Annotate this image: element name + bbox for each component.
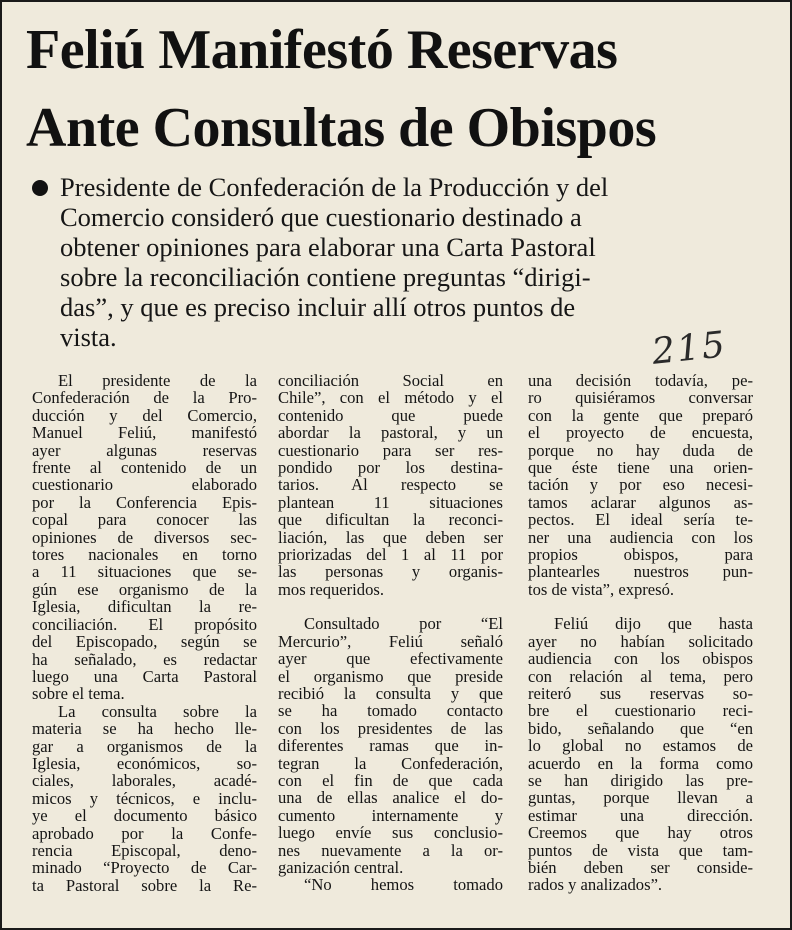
text-line: minado “Proyecto de Car- (32, 858, 257, 878)
text-line: sobre el tema. (32, 684, 125, 704)
deck-line: vista. (60, 322, 117, 352)
text-line: gar a organismos de la (32, 736, 257, 756)
paragraph-gap (278, 598, 503, 615)
text-line: ayer algunas reservas (32, 440, 257, 460)
text-line: frente al contenido de un (32, 458, 257, 478)
text-line: conciliación. El propósito (32, 614, 257, 634)
text-line: que dificultan la reconci- (278, 510, 503, 530)
text-line: el organismo que preside (278, 666, 503, 686)
text-line: plantean 11 situaciones (278, 492, 503, 512)
text-line: audiencia con los obispos (528, 649, 753, 669)
text-line: tos de vista”, expresó. (528, 579, 675, 599)
text-line: nes nuevamente a la or- (278, 840, 503, 860)
text-line: pondido por los destina- (278, 458, 503, 478)
text-line: tación y por eso necesi- (528, 475, 753, 495)
deck-line: sobre la reconciliación contiene preguntas “dirigi- (60, 262, 591, 292)
text-line: rados y analizados”. (528, 875, 663, 895)
deck-line: Presidente de Confederación de la Producción y del (60, 172, 609, 202)
text-line: tamos aclarar algunos as- (528, 492, 753, 512)
text-line: Manuel Feliú, manifestó (32, 423, 257, 443)
text-line: ganización central. (278, 857, 404, 877)
text-line: acuerdo en la forma como (528, 753, 753, 773)
text-line: tarios. Al respecto se (278, 475, 503, 495)
text-line: estimar una dirección. (528, 805, 753, 825)
text-line: ner una audiencia con los (528, 527, 753, 547)
text-line: cumento internamente y (278, 805, 503, 825)
text-line: bido, señalando que “en (528, 718, 753, 738)
text-line: lo global no estamos de (528, 736, 753, 756)
deck-line: obtener opiniones para elaborar una Carta Pastoral (60, 232, 596, 262)
text-line: Creemos que hay otros (528, 823, 753, 843)
text-line: cuestionario elaborado (32, 475, 257, 495)
article-column-1 (32, 372, 257, 894)
text-line: gún ese organismo de la (32, 579, 257, 599)
text-line: bre el cuestionario reci- (528, 701, 753, 721)
text-line: con la gente que preparó (528, 405, 753, 425)
headline-line-2: Ante Consultas de Obispos (26, 97, 657, 159)
headline-line-1: Feliú Manifestó Reservas (26, 19, 618, 81)
text-line: por la Conferencia Epis- (32, 492, 257, 512)
text-line: diferentes ramas que in- (278, 736, 503, 756)
text-line: una decisión todavía, pe- (528, 371, 753, 390)
text-line: puntos de vista que tam- (528, 840, 753, 860)
text-line: Chile”, con el método y el (278, 388, 503, 408)
text-line: con el fin de que cada (278, 770, 503, 790)
text-line: luego una Carta Pastoral (32, 666, 257, 686)
text-line: ha señalado, es redactar (32, 649, 257, 669)
text-line: Consultado por “El (304, 614, 503, 634)
text-line: ye el documento básico (32, 806, 257, 826)
text-line: conciliación Social en (278, 371, 503, 390)
text-line: las personas y organis- (278, 562, 503, 582)
text-line: liación, las que deben ser (278, 527, 503, 547)
text-line: se han dirigido las pre- (528, 770, 753, 790)
text-line: a 11 situaciones que se- (32, 562, 257, 582)
text-line: plantearles nuestros pun- (528, 562, 753, 582)
text-line: copal para conocer las (32, 510, 257, 530)
text-line: rencia Episcopal, deno- (32, 840, 257, 860)
text-line: aprobado por la Confe- (32, 823, 257, 843)
article-body (32, 372, 767, 912)
text-line: materia se ha hecho lle- (32, 719, 257, 739)
text-line: el proyecto de encuesta, (528, 423, 753, 443)
text-line: ayer que efectivamente (278, 649, 503, 669)
text-line: ciales, laborales, acadé- (32, 771, 257, 791)
text-line: del Episcopado, según se (32, 632, 257, 652)
paragraph-gap (528, 598, 753, 615)
handwritten-annotation: 215 (650, 324, 729, 373)
text-line: tegran la Confederación, (278, 753, 503, 773)
article-column-2 (278, 372, 503, 894)
text-line: ro quisiéramos conversar (528, 388, 753, 408)
text-line: El presidente de la (58, 371, 257, 390)
text-line: Iglesia, dificultan la re- (32, 597, 257, 617)
text-line: recibió la consulta y que (278, 683, 503, 703)
deck-summary (32, 172, 762, 352)
text-line: ducción y del Comercio, (32, 405, 257, 425)
text-line: priorizadas del 1 al 11 por (278, 545, 503, 565)
text-line: La consulta sobre la (58, 701, 257, 721)
text-line: ta Pastoral sobre la Re- (32, 875, 257, 895)
text-line: micos y técnicos, e inclu- (32, 788, 257, 808)
text-line: tores nacionales en torno (32, 545, 257, 565)
text-line: con relación al tema, pero (528, 666, 753, 686)
text-line: Mercurio”, Feliú señaló (278, 631, 503, 651)
text-line: una de ellas analice el do- (278, 788, 503, 808)
article-column-3 (528, 372, 753, 894)
text-line: que éste tiene una orien- (528, 458, 753, 478)
text-line: bién deben ser conside- (528, 857, 753, 877)
text-line: abordar la pastoral, y un (278, 423, 503, 443)
deck-line: Comercio consideró que cuestionario destinado a (60, 202, 582, 232)
deck-line: das”, y que es preciso incluir allí otros puntos de (60, 292, 576, 322)
text-line: guntas, porque llevan a (528, 788, 753, 808)
text-line: pectos. El ideal sería te- (528, 510, 753, 530)
text-line: mos requeridos. (278, 579, 384, 599)
text-line: propios obispos, para (528, 545, 753, 565)
text-line: Feliú dijo que hasta (554, 614, 753, 634)
text-line: opiniones de diversos sec- (32, 527, 257, 547)
text-line: reiteró sus reservas so- (528, 683, 753, 703)
text-line: se ha tomado contacto (278, 701, 503, 721)
text-line: cuestionario para ser res- (278, 440, 503, 460)
text-line: “No hemos tomado (304, 875, 503, 895)
text-line: contenido que puede (278, 405, 503, 425)
text-line: Confederación de la Pro- (32, 388, 257, 408)
bullet-icon (32, 180, 48, 196)
text-line: porque no hay duda de (528, 440, 753, 460)
text-line: Iglesia, económicos, so- (32, 753, 257, 773)
text-line: con los presidentes de las (278, 718, 503, 738)
text-line: luego envíe sus conclusio- (278, 823, 503, 843)
text-line: ayer no habían solicitado (528, 631, 753, 651)
